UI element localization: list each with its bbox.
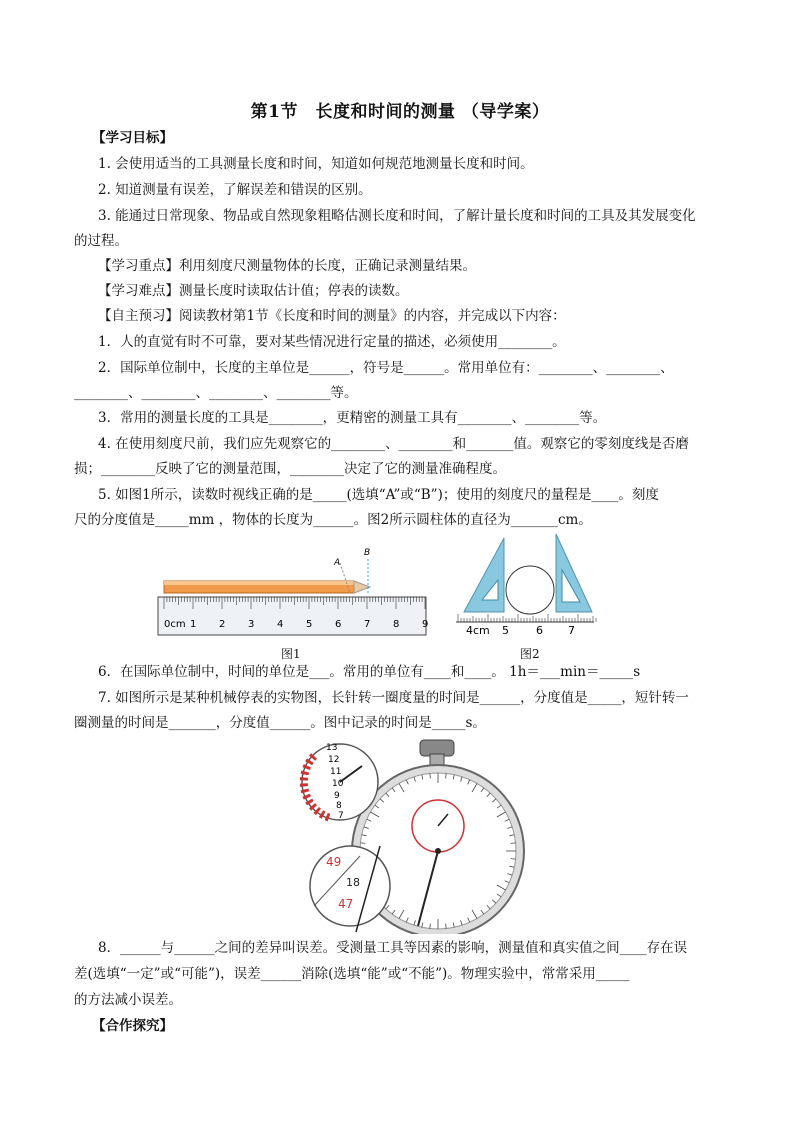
question-2-cont: ________、________、________、________等。 xyxy=(74,385,358,401)
figure-2-caption: 图2 xyxy=(520,647,540,661)
figure-1-caption: 图1 xyxy=(281,647,301,661)
ruler-label: 7 xyxy=(568,624,575,637)
dial-tick xyxy=(430,924,431,929)
question-1: 1．人的直觉有时不可靠，要对某些情况进行定量的描述，必须使用________。 xyxy=(98,334,566,350)
ruler-label: 5 xyxy=(502,624,509,637)
question-2: 2．国际单位制中，长度的主单位是______，符号是______。常用单位有：________、________、 xyxy=(98,360,674,376)
figure-2-cylinder xyxy=(452,530,602,638)
inset-label: 18 xyxy=(346,876,360,889)
ruler-label: 4cm xyxy=(466,624,490,637)
inset-label: 10 xyxy=(332,779,344,789)
inset-label: 7 xyxy=(338,811,344,821)
question-7-cont: 圈测量的时间是_______，分度值______。图中记录的时间是_____s。 xyxy=(74,715,486,731)
ruler-label: 1 xyxy=(190,619,197,630)
self-preview: 【自主预习】阅读教材第1节《长度和时间的测量》的内容，并完成以下内容： xyxy=(98,308,566,324)
question-5: 5. 如图1所示，读数时视线正确的是_____(选填“A”或“B”)；使用的刻度尺的量程是____。刻度 xyxy=(98,487,659,503)
stopwatch-figure xyxy=(300,736,530,934)
ruler-label: 3 xyxy=(248,619,255,630)
question-8-cont-2: 的方法减小误差。 xyxy=(74,992,182,1008)
ruler-label: 4 xyxy=(277,619,284,630)
section-cooperative-heading: 【合作探究】 xyxy=(92,1018,173,1034)
ruler-label: 0cm xyxy=(164,619,186,630)
view-label-a: A xyxy=(334,558,341,568)
question-7: 7. 如图所示是某种机械停表的实物图，长针转一圈度量的时间是______，分度值是_____，短针转一 xyxy=(98,690,689,706)
view-label-b: B xyxy=(364,548,371,558)
objective-2: 2. 知道测量有误差，了解误差和错误的区别。 xyxy=(98,182,372,198)
dial-tick xyxy=(511,859,516,860)
dial-tick xyxy=(446,924,447,929)
ruler-label: 7 xyxy=(364,619,371,630)
objective-1: 1. 会使用适当的工具测量长度和时间，知道如何规范地测量长度和时间。 xyxy=(98,156,534,172)
ruler-label: 2 xyxy=(219,619,226,630)
key-point: 【学习重点】利用刻度尺测量物体的长度，正确记录测量结果。 xyxy=(98,258,476,274)
question-8-cont: 差(选填“一定”或“可能”)，误差______消除(选填“能”或“不能”)。物理实验中，常常采用_____ xyxy=(74,966,630,982)
ruler-label: 8 xyxy=(393,619,400,630)
inset-label: 13 xyxy=(326,743,338,753)
dial-tick xyxy=(511,843,516,844)
inset-label: 8 xyxy=(336,801,342,811)
ruler-label: 6 xyxy=(536,624,543,637)
page-title: 第1节 长度和时间的测量 （导学案） xyxy=(250,102,550,122)
objective-3-cont: 的过程。 xyxy=(74,233,128,249)
ruler-label: 6 xyxy=(335,619,342,630)
ruler-label: 5 xyxy=(306,619,313,630)
question-6: 6．在国际单位制中，时间的单位是___。常用的单位有____和____。 1h＝___min＝_____s xyxy=(98,664,641,680)
figure-1-ruler xyxy=(150,545,435,640)
inset-label: 49 xyxy=(326,855,342,869)
objective-3: 3. 能通过日常现象、物品或自然现象粗略估测长度和时间，了解计量长度和时间的工具及其发展变化 xyxy=(98,208,696,224)
dial-tick xyxy=(430,773,431,778)
section-objectives-heading: 【学习目标】 xyxy=(92,130,173,146)
inset-label: 12 xyxy=(328,755,340,765)
question-4-cont: 损；________反映了它的测量范围，________决定了它的测量准确程度。 xyxy=(74,461,506,477)
question-4: 4. 在使用刻度尺前，我们应先观察它的________、________和_______值。观察它的零刻度线是否磨 xyxy=(98,436,689,452)
question-5-cont: 尺的分度值是_____mm ，物体的长度为______。图2所示圆柱体的直径为_______cm。 xyxy=(74,512,592,528)
inset-label: 11 xyxy=(330,767,342,777)
ruler-label: 9 xyxy=(422,619,429,630)
dial-tick xyxy=(360,843,365,844)
inset-label: 9 xyxy=(334,791,340,801)
question-3: 3．常用的测量长度的工具是________，更精密的测量工具有________、________等。 xyxy=(98,410,607,426)
inset-label: 47 xyxy=(338,897,354,911)
difficulty: 【学习难点】测量长度时读取估计值；停表的读数。 xyxy=(98,283,409,299)
question-8: 8．______与______之间的差异叫误差。受测量工具等因素的影响，测量值和真实值之间____存在误 xyxy=(98,940,688,956)
dial-tick xyxy=(446,773,447,778)
